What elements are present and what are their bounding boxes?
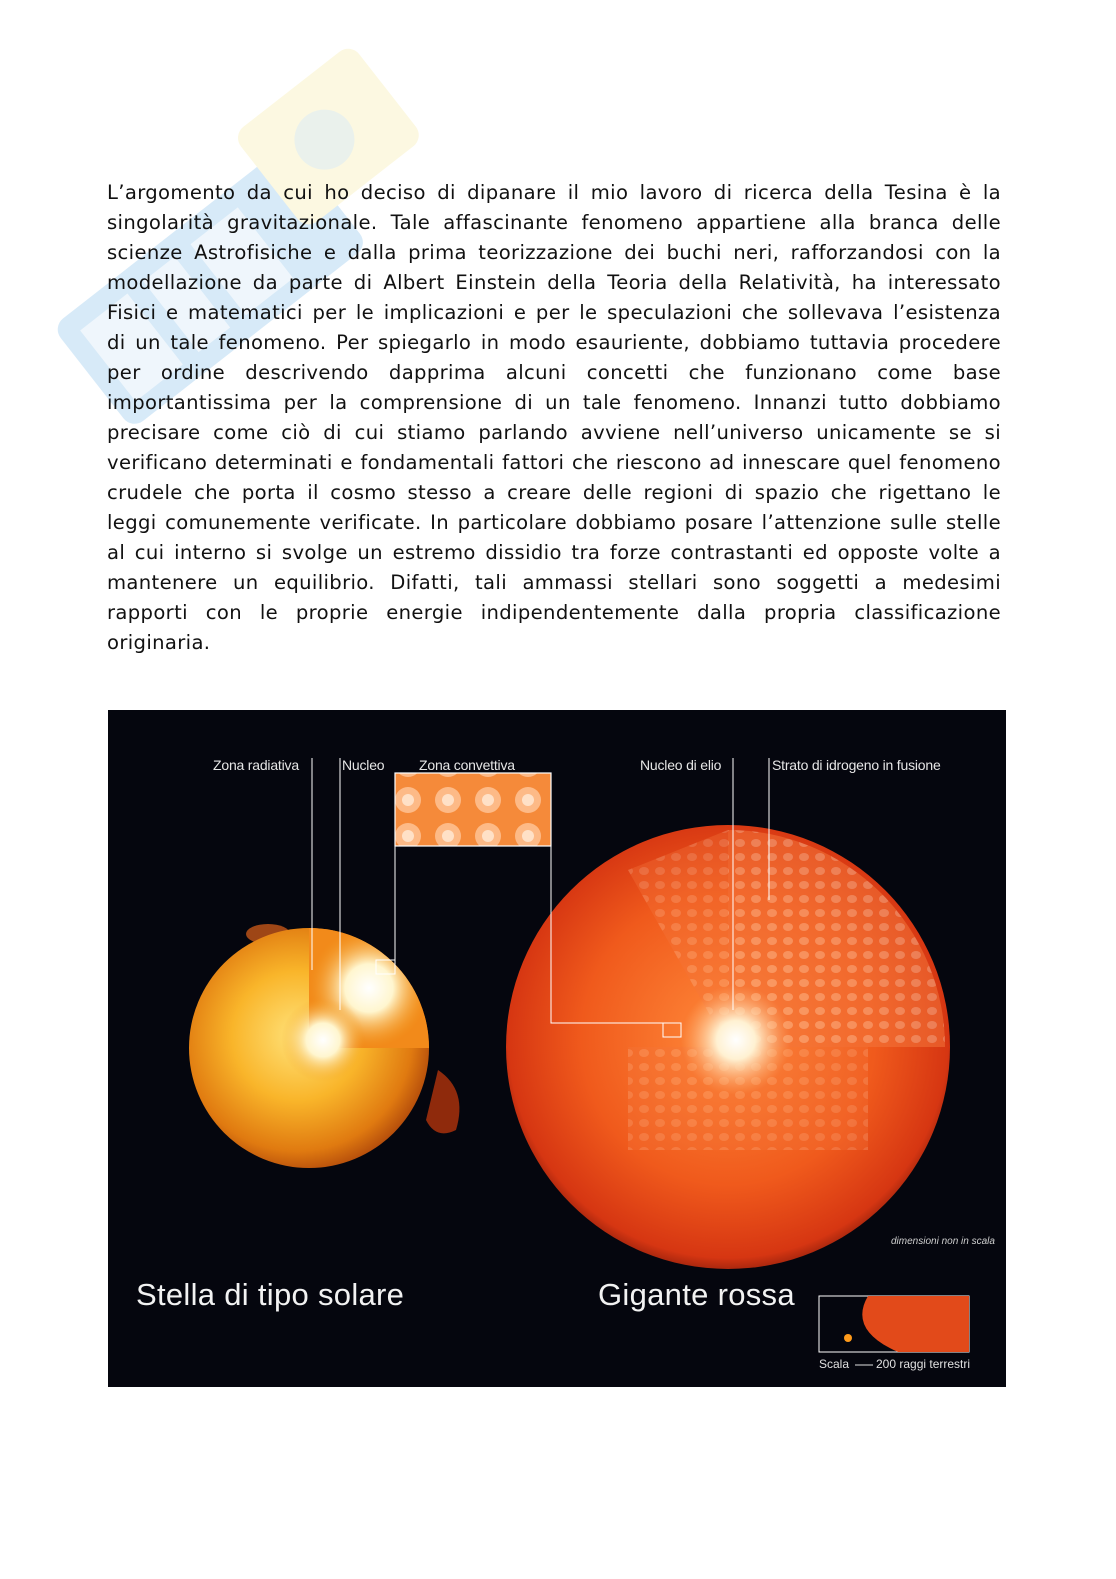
title-gigante-rossa: Gigante rossa xyxy=(598,1277,795,1312)
label-zona-radiativa: Zona radiativa xyxy=(213,757,299,773)
scale-inset xyxy=(819,1296,969,1365)
label-zona-convettiva: Zona convettiva xyxy=(419,757,515,773)
solar-type-star xyxy=(189,924,459,1168)
body-paragraph: L’argomento da cui ho deciso di dipanare il mio lavoro di ricerca della Tesina è la singolarità gravitazionale. Tale affascinante fenomeno appartiene alla branca delle scienze Astrofisiche e dalla prima teorizzazione dei buchi neri, rafforzandosi con la modellazione da parte di Albert Einstein della Teoria della Relatività, ha interessato Fisici e matematici per le implicazioni e per le speculazioni che sollevava l’esistenza di un tale fenomeno. Per spiegarlo in modo esauriente, dobbiamo tuttavia procedere per ordine descrivendo dapprima alcuni concetti che funzionano come base importantissima per la comprensione di un tale fenomeno. Innanzi tutto dobbiamo precisare come ciò di cui stiamo parlando avviene nell’universo unicamente se si verificano determinati e fondamentali fattori che riescono ad innescare quel fenomeno crudele che porta il cosmo stesso a creare delle regioni di spazio che rigettano le leggi comunemente verificate. In particolare dobbiamo posare l’attenzione sulle stelle al cui interno si svolge un estremo dissidio tra forze contrastanti ed opposte volte a mantenere un equilibrio. Difatti, tali ammassi stellari sono soggetti a medesimi rapporti con le proprie energie indipendentemente dalla propria classificazione originaria. xyxy=(107,181,1001,654)
label-nucleo: Nucleo xyxy=(342,757,385,773)
label-strato-idrogeno: Strato di idrogeno in fusione xyxy=(772,757,941,773)
label-nucleo-elio: Nucleo di elio xyxy=(640,757,722,773)
stars-figure xyxy=(108,710,1006,1387)
scale-value: 200 raggi terrestri xyxy=(876,1357,971,1371)
red-giant-star xyxy=(506,825,950,1269)
scale-note: dimensioni non in scala xyxy=(891,1236,995,1247)
title-stella-solare: Stella di tipo solare xyxy=(136,1277,405,1312)
convective-zone-inset xyxy=(395,773,551,846)
scale-word: Scala xyxy=(819,1357,850,1371)
